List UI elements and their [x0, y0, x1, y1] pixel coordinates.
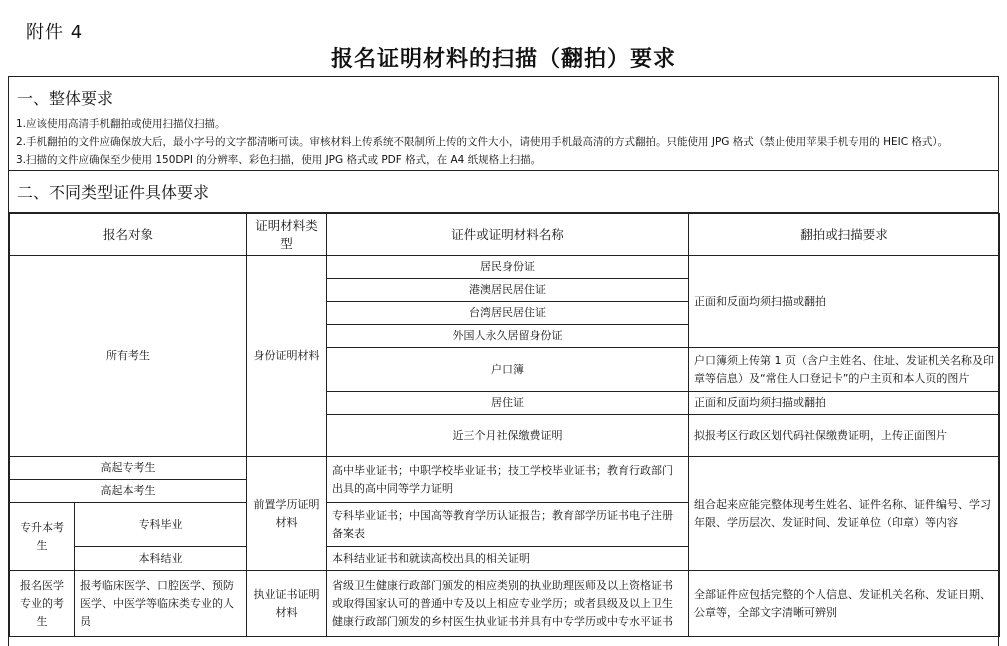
- cell-medical-docs: 省级卫生健康行政部门颁发的相应类别的执业助理医师及以上资格证书或取得国家认可的普通中专及以上相应专业学历；或者县级及以上卫生健康行政部门颁发的乡村医生执业证书并具有中专学历或中专水平证书: [327, 571, 689, 637]
- attachment-label: 附件 4: [26, 22, 84, 43]
- cell-identity-type: 身份证明材料: [247, 256, 327, 457]
- cell-edu-doc-college: 专科毕业证书；中国高等教育学历认证报告；教育部学历证书电子注册备案表: [327, 503, 689, 547]
- section2-heading: 二、不同类型证件具体要求: [17, 183, 210, 202]
- cell-id-doc: 外国人永久居留身份证: [327, 325, 689, 348]
- cell-id-doc: 台湾居民居住证: [327, 302, 689, 325]
- section-type-requirements: [9, 171, 998, 213]
- section1-heading: 一、整体要求: [17, 89, 114, 108]
- cell-id-requirement: 正面和反面均须扫描或翻拍: [689, 256, 1000, 348]
- cell-benke-jieye: 本科结业: [75, 547, 247, 571]
- section1-item: 2.手机翻拍的文件应确保放大后，最小字号的文字都清晰可读。审核材料上传系统不限制所上传的文件大小，请使用手机最高清的方式翻拍。只能使用 JPG 格式（禁止使用苹果手机专用的 HEIC 格式）。: [16, 136, 949, 148]
- table-row: [10, 457, 1000, 480]
- table-header-row: [10, 214, 1000, 256]
- table-row: [10, 256, 1000, 279]
- table-row: [10, 571, 1000, 637]
- cell-social-insurance: 近三个月社保缴费证明: [327, 415, 689, 457]
- cell-medical-type: 执业证书证明材料: [247, 571, 327, 637]
- cell-edu-doc-bachelor: 本科结业证书和就读高校出具的相关证明: [327, 547, 689, 571]
- section-overall-requirements: [9, 77, 998, 171]
- cell-id-doc: 港澳居民居住证: [327, 279, 689, 302]
- cell-social-requirement: 拟报考区行政区划代码社保缴费证明，上传正面图片: [689, 415, 1000, 457]
- cell-edu-doc-high-school: 高中毕业证书；中职学校毕业证书；技工学校毕业证书；教育行政部门出具的高中同等学力证明: [327, 457, 689, 503]
- cell-all-candidates: 所有考生: [10, 256, 247, 457]
- section1-item: 1.应该使用高清手机翻拍或使用扫描仪扫描。: [16, 118, 226, 130]
- cell-gaoqi-zhuan: 高起专考生: [10, 457, 247, 480]
- cell-zhuanke-biye: 专科毕业: [75, 503, 247, 547]
- header-type: 证明材料类型: [247, 214, 327, 256]
- header-target: 报名对象: [10, 214, 247, 256]
- cell-residence: 居住证: [327, 392, 689, 415]
- header-name: 证件或证明材料名称: [327, 214, 689, 256]
- cell-medical-requirement: 全部证件应包括完整的个人信息、发证机关名称、发证日期、公章等，全部文字清晰可辨别: [689, 571, 1000, 637]
- header-requirement: 翻拍或扫描要求: [689, 214, 1000, 256]
- cell-residence-requirement: 正面和反面均须扫描或翻拍: [689, 392, 1000, 415]
- cell-gaoqi-ben: 高起本考生: [10, 480, 247, 503]
- requirements-frame: [8, 76, 999, 646]
- section1-item: 3.扫描的文件应确保至少使用 150DPI 的分辨率、彩色扫描，使用 JPG 格式或 PDF 格式，在 A4 纸规格上扫描。: [16, 154, 542, 166]
- cell-hukou-requirement: 户口簿须上传第 1 页（含户主姓名、住址、发证机关名称及印章等信息）及“常住人口登记卡”的户主页和本人页的图片: [689, 348, 1000, 392]
- cell-id-doc: 居民身份证: [327, 256, 689, 279]
- section1-items: [16, 115, 948, 169]
- cell-medical-target: 报名医学专业的考生: [10, 571, 75, 637]
- cell-zhuanshengben: 专升本考生: [10, 503, 75, 571]
- cell-medical-majors: 报考临床医学、口腔医学、预防医学、中医学等临床类专业的人员: [75, 571, 247, 637]
- document-title: 报名证明材料的扫描（翻拍）要求: [330, 47, 676, 72]
- cell-edu-requirement: 组合起来应能完整体现考生姓名、证件名称、证件编号、学习年限、学历层次、发证时间、发证单位（印章）等内容: [689, 457, 1000, 571]
- cell-edu-type: 前置学历证明材料: [247, 457, 327, 571]
- requirements-table: [9, 213, 1000, 637]
- cell-hukou: 户口簿: [327, 348, 689, 392]
